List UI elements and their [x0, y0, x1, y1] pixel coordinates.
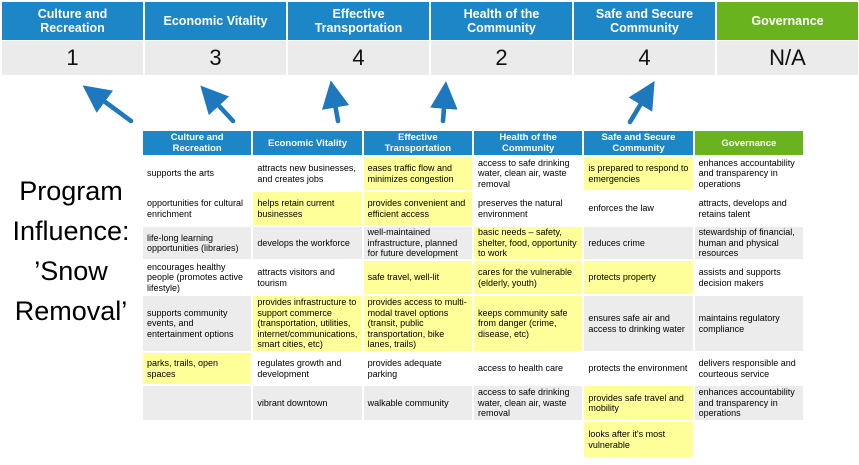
- matrix-cell: encourages healthy people (promotes active lifestyle): [143, 261, 251, 294]
- matrix-cell: provides safe travel and mobility: [584, 386, 692, 420]
- matrix-cell: provides infrastructure to support commerce (transportation, utilities, internet/communications, smart cities, etc): [253, 296, 361, 351]
- matrix-cell: maintains regulatory compliance: [695, 296, 803, 351]
- up-arrow-icon: [333, 93, 338, 121]
- up-left-arrow-icon: [209, 95, 233, 121]
- matrix-header-economic: Economic Vitality: [253, 131, 361, 155]
- matrix-cell: is prepared to respond to emergencies: [584, 157, 692, 190]
- matrix-header-culture: Culture and Recreation: [143, 131, 251, 155]
- matrix-cell: provides convenient and efficient access: [364, 192, 472, 225]
- matrix-cell: protects property: [584, 261, 692, 294]
- program-label-line: ’Snow: [34, 256, 108, 286]
- summary-header-transportation: Effective Transportation: [288, 2, 429, 40]
- summary-header-health: Health of the Community: [431, 2, 572, 40]
- matrix-cell: [143, 386, 251, 420]
- matrix-header-governance: Governance: [695, 131, 803, 155]
- matrix-cell: access to health care: [474, 353, 582, 384]
- matrix-cell: provides access to multi-modal travel options (transit, public transportation, bike lanes, trails): [364, 296, 472, 351]
- matrix-cell: supports the arts: [143, 157, 251, 190]
- matrix-cell: stewardship of financial, human and physical resources: [695, 227, 803, 259]
- matrix-cell: enhances accountability and transparency in operations: [695, 386, 803, 420]
- program-influence-label: [0, 171, 142, 331]
- score-safety: 4: [574, 41, 715, 75]
- matrix-cell: reduces crime: [584, 227, 692, 259]
- score-culture: 1: [2, 41, 143, 75]
- summary-header-governance: Governance: [717, 2, 858, 40]
- matrix-cell: eases traffic flow and minimizes congestion: [364, 157, 472, 190]
- up-arrow-icon: [443, 94, 445, 121]
- matrix-cell: keeps community safe from danger (crime, disease, etc): [474, 296, 582, 351]
- matrix-cell: basic needs – safety, shelter, food, opportunity to work: [474, 227, 582, 259]
- matrix-cell: opportunities for cultural enrichment: [143, 192, 251, 225]
- matrix-cell: ensures safe air and access to drinking water: [584, 296, 692, 351]
- up-right-arrow-icon: [630, 92, 648, 122]
- matrix-cell: attracts visitors and tourism: [253, 261, 361, 294]
- matrix-cell: enhances accountability and transparency in operations: [695, 157, 803, 190]
- matrix-cell: vibrant downtown: [253, 386, 361, 420]
- matrix-cell: [253, 422, 361, 457]
- matrix-cell: helps retain current businesses: [253, 192, 361, 225]
- score-row: [2, 41, 858, 75]
- matrix-cell: life-long learning opportunities (libraries): [143, 227, 251, 259]
- summary-header-economic: Economic Vitality: [145, 2, 286, 40]
- matrix-cell: regulates growth and development: [253, 353, 361, 384]
- up-left-arrow-icon: [93, 93, 131, 121]
- summary-header-safety: Safe and Secure Community: [574, 2, 715, 40]
- matrix-cell: attracts new businesses, and creates jobs: [253, 157, 361, 190]
- program-label-line: Removal’: [14, 296, 128, 326]
- matrix-cell: attracts, develops and retains talent: [695, 192, 803, 225]
- matrix-cell: enforces the law: [584, 192, 692, 225]
- matrix-header-safety: Safe and Secure Community: [584, 131, 692, 155]
- matrix-cell: looks after it's most vulnerable: [584, 422, 692, 457]
- matrix-cell: provides adequate parking: [364, 353, 472, 384]
- matrix-cell: safe travel, well-lit: [364, 261, 472, 294]
- summary-header-row: [2, 2, 858, 40]
- matrix-cell: develops the workforce: [253, 227, 361, 259]
- score-governance: N/A: [717, 41, 858, 75]
- matrix-cell: cares for the vulnerable (elderly, youth): [474, 261, 582, 294]
- matrix-cell: [474, 422, 582, 457]
- score-economic: 3: [145, 41, 286, 75]
- matrix-cell: preserves the natural environment: [474, 192, 582, 225]
- summary-header-culture: Culture and Recreation: [2, 2, 143, 40]
- matrix-cell: [143, 422, 251, 457]
- matrix-cell: delivers responsible and courteous service: [695, 353, 803, 384]
- matrix-cell: parks, trails, open spaces: [143, 353, 251, 384]
- matrix-cell: [364, 422, 472, 457]
- matrix-cell: supports community events, and entertainment options: [143, 296, 251, 351]
- matrix-cell: assists and supports decision makers: [695, 261, 803, 294]
- matrix-cell: access to safe drinking water, clean air, waste removal: [474, 157, 582, 190]
- matrix-cell: protects the environment: [584, 353, 692, 384]
- matrix-cell: well-maintained infrastructure, planned for future development: [364, 227, 472, 259]
- matrix-header-health: Health of the Community: [474, 131, 582, 155]
- influence-matrix: [143, 131, 803, 457]
- matrix-header-transportation: Effective Transportation: [364, 131, 472, 155]
- program-label-line: Program: [19, 176, 123, 206]
- program-label-line: Influence:: [12, 216, 130, 246]
- matrix-cell: walkable community: [364, 386, 472, 420]
- score-transportation: 4: [288, 41, 429, 75]
- score-health: 2: [431, 41, 572, 75]
- matrix-cell: [695, 422, 803, 457]
- matrix-cell: access to safe drinking water, clean air, waste removal: [474, 386, 582, 420]
